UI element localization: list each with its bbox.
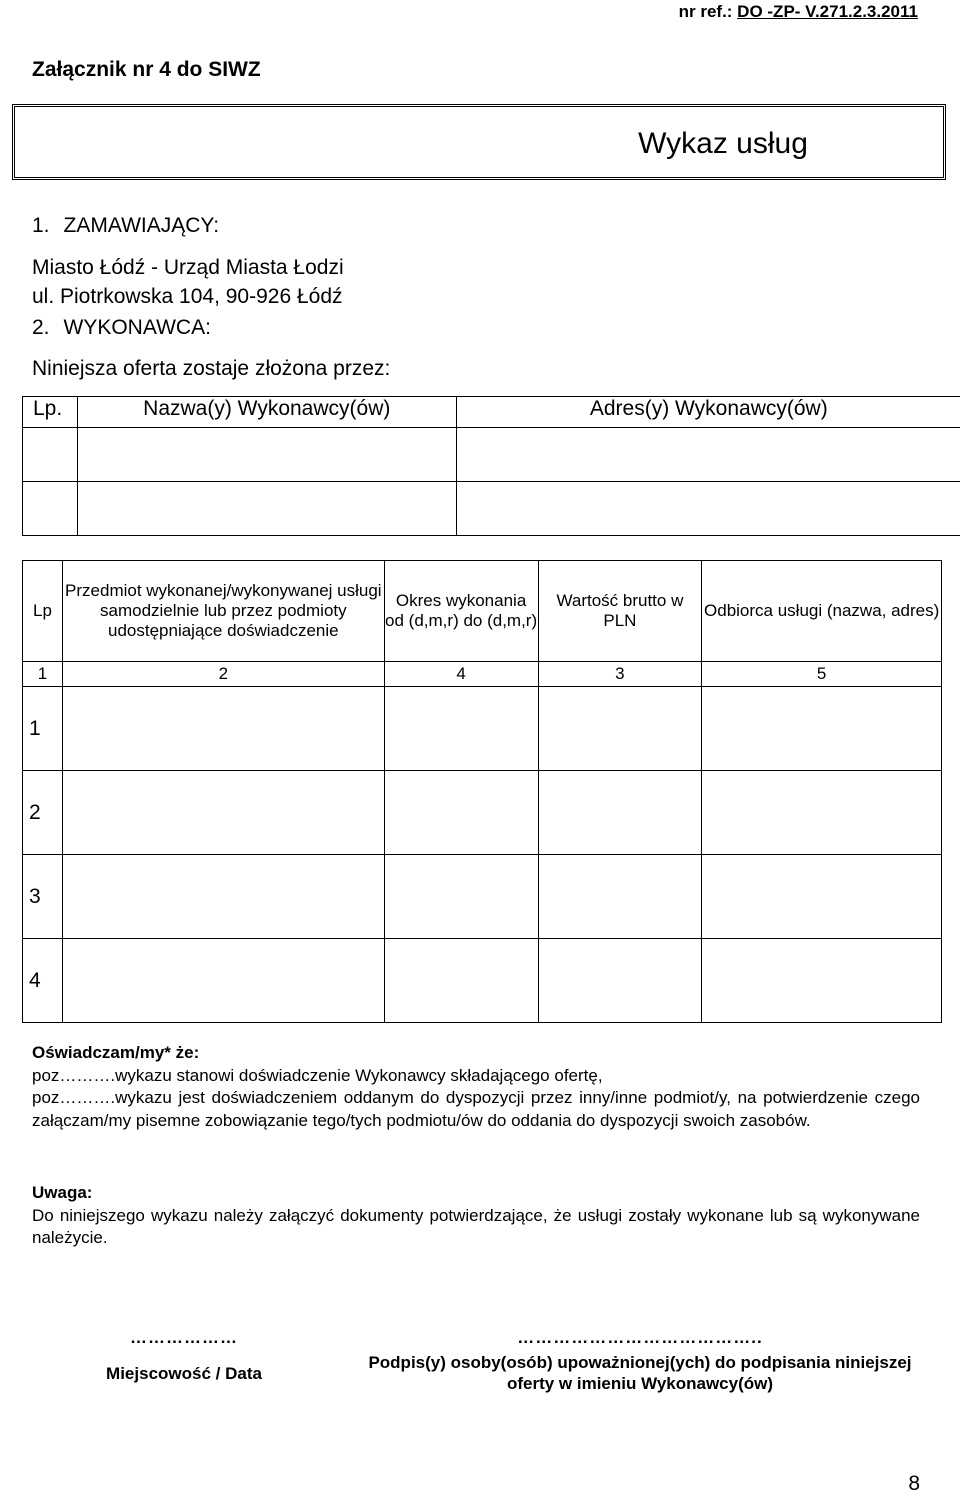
table-cell[interactable]: [702, 687, 942, 771]
table-cell[interactable]: [384, 687, 538, 771]
table-cell[interactable]: [62, 939, 384, 1023]
attachment-label: Załącznik nr 4 do SIWZ: [32, 58, 261, 82]
declaration-block: [32, 1042, 920, 1132]
row-number: 1: [23, 687, 63, 771]
section-label: WYKONAWCA:: [64, 316, 211, 339]
table-row: [23, 771, 942, 855]
column-header: Lp: [23, 561, 63, 662]
note-text: Do niniejszego wykazu należy załączyć dokumenty potwierdzające, że usługi zostały wykonane lub są wykonywane należycie.: [32, 1205, 920, 1250]
table-cell[interactable]: [384, 855, 538, 939]
table-cell[interactable]: [62, 687, 384, 771]
table-cell[interactable]: [702, 939, 942, 1023]
column-number-row: [23, 662, 942, 687]
table-cell[interactable]: [23, 482, 78, 536]
page-number: 8: [908, 1472, 920, 1496]
column-number: 2: [62, 662, 384, 687]
table-header-row: [23, 561, 942, 662]
column-number: 3: [538, 662, 702, 687]
buyer-address: ul. Piotrkowska 104, 90-926 Łódź: [32, 282, 344, 311]
table-cell[interactable]: [538, 771, 702, 855]
services-table: [22, 560, 942, 1023]
reference-prefix: nr ref.:: [679, 2, 738, 21]
table-cell[interactable]: [456, 482, 960, 536]
row-number: 4: [23, 939, 63, 1023]
table-cell[interactable]: [77, 428, 456, 482]
section-buyer-heading: [32, 214, 219, 238]
table-cell[interactable]: [538, 939, 702, 1023]
table-header-row: [23, 397, 960, 428]
table-cell[interactable]: [456, 428, 960, 482]
column-header: Adres(y) Wykonawcy(ów): [456, 397, 960, 428]
section-contractor-heading: [32, 316, 211, 340]
reference-number: [679, 2, 918, 22]
column-header: Nazwa(y) Wykonawcy(ów): [77, 397, 456, 428]
place-date-signature: [84, 1328, 284, 1384]
table-cell[interactable]: [62, 771, 384, 855]
table-cell[interactable]: [702, 771, 942, 855]
signature-dots: …………………………………..: [360, 1328, 920, 1348]
row-number: 2: [23, 771, 63, 855]
buyer-name: Miasto Łódź - Urząd Miasta Łodzi: [32, 253, 344, 282]
table-row: [23, 855, 942, 939]
column-number: 5: [702, 662, 942, 687]
note-heading: Uwaga:: [32, 1182, 920, 1205]
row-number: 3: [23, 855, 63, 939]
section-number: 1.: [32, 214, 50, 237]
column-header: Okres wykonania od (d,m,r) do (d,m,r): [384, 561, 538, 662]
column-header: Przedmiot wykonanej/wykonywanej usługi samodzielnie lub przez podmioty udostępniające doświadczenie: [62, 561, 384, 662]
table-row: [23, 428, 960, 482]
column-number: 4: [384, 662, 538, 687]
table-cell[interactable]: [77, 482, 456, 536]
table-cell[interactable]: [384, 939, 538, 1023]
title-box: [12, 104, 946, 180]
section-number: 2.: [32, 316, 50, 339]
table-cell[interactable]: [23, 428, 78, 482]
declaration-line-1: poz……….wykazu stanowi doświadczenie Wykonawcy składającego ofertę,: [32, 1065, 920, 1088]
place-date-label: Miejscowość / Data: [84, 1364, 284, 1384]
authorized-signature: [360, 1328, 920, 1394]
note-block: [32, 1182, 920, 1250]
table-cell[interactable]: [538, 855, 702, 939]
place-date-dots: ………………: [84, 1328, 284, 1348]
declaration-heading: Oświadczam/my* że:: [32, 1042, 920, 1065]
table-row: [23, 687, 942, 771]
table-cell[interactable]: [62, 855, 384, 939]
signature-label: Podpis(y) osoby(osób) upoważnionej(ych) do podpisania niniejszej oferty w imieniu Wykonawcy(ów): [360, 1352, 920, 1394]
buyer-block: [32, 253, 344, 311]
offer-by-text: Niniejsza oferta zostaje złożona przez:: [32, 357, 390, 381]
declaration-line-2: poz……….wykazu jest doświadczeniem oddanym do dyspozycji przez inny/inne podmiot/y, na potwierdzenie czego załączam/my pisemne zobowiązanie tego/tych podmiotu/ów do oddania do dyspozycji swoich zasobów.: [32, 1087, 920, 1132]
document-title: Wykaz usług: [503, 127, 943, 161]
contractor-table: [22, 396, 960, 536]
reference-code: DO -ZP- V.271.2.3.2011: [737, 2, 918, 21]
table-row: [23, 482, 960, 536]
column-header: Lp.: [23, 397, 78, 428]
column-header: Wartość brutto w PLN: [538, 561, 702, 662]
column-header: Odbiorca usługi (nazwa, adres): [702, 561, 942, 662]
table-cell[interactable]: [384, 771, 538, 855]
table-cell[interactable]: [538, 687, 702, 771]
section-label: ZAMAWIAJĄCY:: [64, 214, 220, 237]
table-row: [23, 939, 942, 1023]
column-number: 1: [23, 662, 63, 687]
table-cell[interactable]: [702, 855, 942, 939]
